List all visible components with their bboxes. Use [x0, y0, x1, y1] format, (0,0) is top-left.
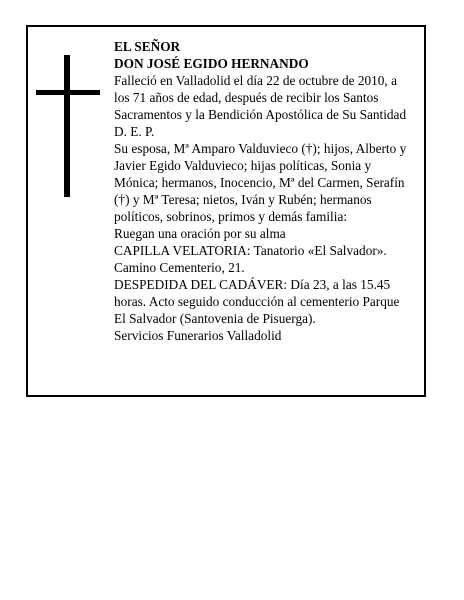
- cross-horizontal-bar: [36, 90, 100, 95]
- notice-line: El Salvador (Santovenia de Pisuerga).: [114, 311, 316, 326]
- notice-line: los 71 años de edad, después de recibir los Santos: [114, 90, 379, 105]
- notice-line: Servicios Funerarios Valladolid: [114, 328, 282, 343]
- notice-line: (†) y Mª Teresa; nietos, Iván y Rubén; hermanos: [114, 192, 372, 207]
- cross-vertical-bar: [64, 55, 70, 197]
- obituary-text: [114, 38, 424, 344]
- notice-title-line-1: EL SEÑOR: [114, 39, 181, 54]
- notice-line: D. E. P.: [114, 124, 155, 139]
- notice-line: Camino Cementerio, 21.: [114, 260, 245, 275]
- notice-line: DESPEDIDA DEL CADÁVER: Día 23, a las 15.45: [114, 277, 391, 292]
- notice-line: Mónica; hermanos, Inocencio, Mª del Carmen, Serafín: [114, 175, 405, 190]
- notice-line: políticos, sobrinos, primos y demás familia:: [114, 209, 348, 224]
- notice-line: Javier Egido Valduvieco; hijas políticas, Sonia y: [114, 158, 372, 173]
- cross-icon: [36, 55, 100, 197]
- notice-line: horas. Acto seguido conducción al cementerio Parque: [114, 294, 400, 309]
- notice-title-name: DON JOSÉ EGIDO HERNANDO: [114, 56, 309, 71]
- notice-line: Su esposa, Mª Amparo Valduvieco (†); hijos, Alberto y: [114, 141, 407, 156]
- notice-line: Falleció en Valladolid el día 22 de octubre de 2010, a: [114, 73, 397, 88]
- notice-line: Ruegan una oración por su alma: [114, 226, 286, 241]
- notice-line: CAPILLA VELATORIA: Tanatorio «El Salvador».: [114, 243, 387, 258]
- notice-line: Sacramentos y la Bendición Apostólica de Su Santidad: [114, 107, 407, 122]
